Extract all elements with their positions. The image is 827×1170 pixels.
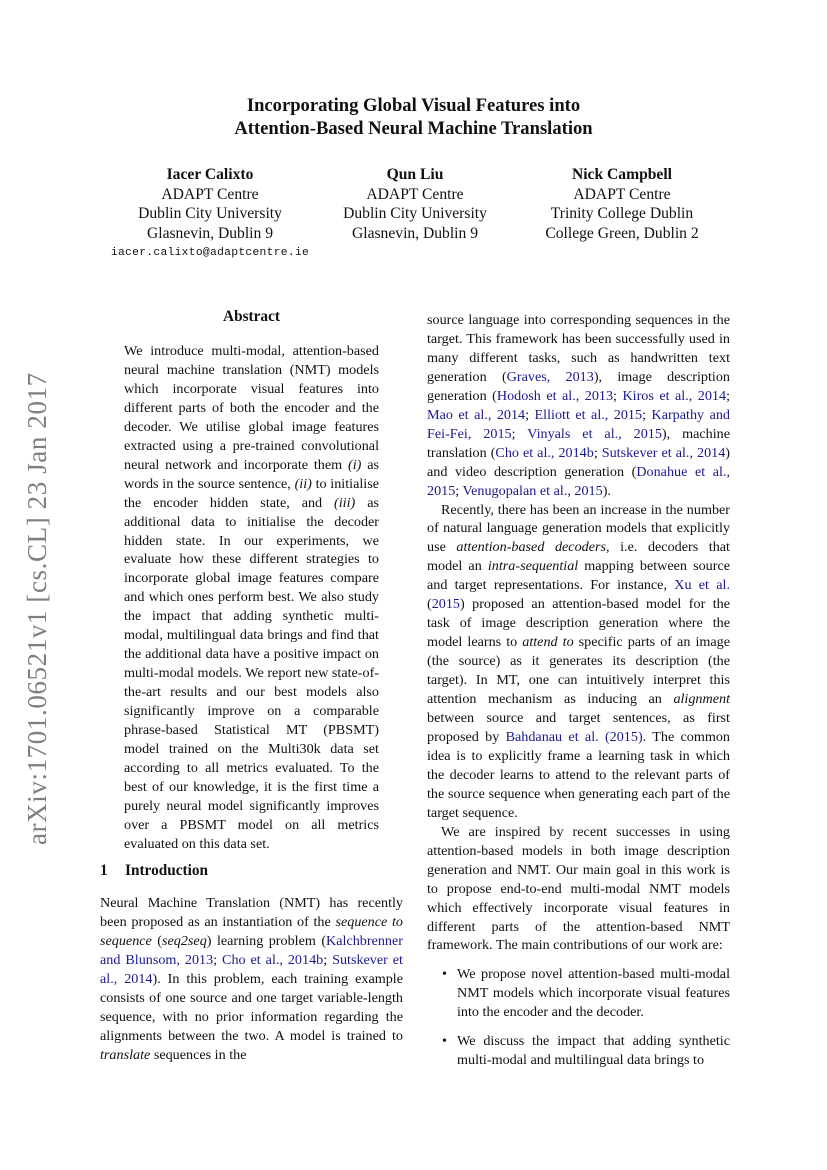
emphasis: attention-based decoders xyxy=(456,539,607,556)
author-affiliation: ADAPT Centre xyxy=(161,185,259,203)
author-institution: Trinity College Dublin xyxy=(550,205,694,223)
citation-link[interactable]: Karpathy and Fei-Fei, 2015 xyxy=(427,406,730,442)
text: ; xyxy=(511,425,528,442)
text: ), image description generation ( xyxy=(427,368,730,404)
author-email[interactable]: iacer.calixto@adaptcentre.ie xyxy=(110,247,310,260)
text: ) learning problem ( xyxy=(206,932,327,949)
citation-link[interactable]: 2015 xyxy=(431,596,460,613)
citation-link[interactable]: Vinyals et al., 2015 xyxy=(527,425,662,442)
text: , i.e. decoders that model an xyxy=(427,539,730,575)
list-item-text: We discuss the impact that adding synthetic multi-modal and multilingual data brings to xyxy=(457,1033,730,1069)
citation-link[interactable]: Mao et al., 2014 xyxy=(427,406,526,423)
abstract-enum-iii: (iii) xyxy=(334,494,356,511)
text: ; xyxy=(726,387,730,404)
text: ) and video description generation ( xyxy=(427,444,730,480)
author-address: Glasnevin, Dublin 9 xyxy=(146,224,274,242)
text: source language into corresponding sequences in the target. This framework has been successfully used in many different tasks, such as handwritten text generation ( xyxy=(427,312,730,385)
intro-paragraph-1 xyxy=(100,894,403,1065)
author-1 xyxy=(100,165,320,263)
section-title: Introduction xyxy=(125,862,209,879)
intro-paragraph-3: We are inspired by recent successes in using attention-based models in both image description generation and NMT. Our main goal in this work is to propose end-to-end multi-modal NMT models which effectively incorporate visual features in different parts of the attention-based NMT framework. The main contributions of our work are: xyxy=(427,823,730,954)
citation-link[interactable]: Xu et al. xyxy=(674,577,730,594)
text: . The common idea is to explicitly frame a learning task in which the decoder learns to attend to the relevant parts of the source sequence when generating each part of the target sequence. xyxy=(427,728,730,821)
author-2 xyxy=(320,165,510,243)
arxiv-stamp[interactable]: arXiv:1701.06521v1 [cs.CL] 23 Jan 2017 xyxy=(22,372,52,845)
citation-link[interactable]: Graves, 2013 xyxy=(506,368,594,385)
list-item xyxy=(427,965,730,1022)
text: ( xyxy=(151,932,162,949)
emphasis: seq2seq xyxy=(162,932,207,949)
paper-title xyxy=(0,95,827,140)
emphasis: alignment xyxy=(673,691,730,708)
author-institution: Dublin City University xyxy=(343,205,487,223)
abstract-text: to initialise the encoder hidden state, and xyxy=(124,475,379,511)
list-item-text: We propose novel attention-based multi-modal NMT models which incorporate visual features into the encoder and the decoder. xyxy=(457,966,730,1021)
right-column-body xyxy=(427,311,730,1080)
abstract-text: We introduce multi-modal, attention-based neural machine translation (NMT) models which incorporate visual features into different parts of both the encoder and the decoder. We utilise global image features extracted using a pre-trained convolutional neural network and incorporate them xyxy=(124,343,379,473)
author-name: Qun Liu xyxy=(386,166,444,183)
citation-link[interactable]: Cho et al., 2014b xyxy=(222,951,324,968)
text: ; xyxy=(593,444,602,461)
text: ; xyxy=(455,482,463,499)
author-3 xyxy=(522,165,722,243)
abstract-text: as words in the source sentence, xyxy=(124,456,379,492)
text: ; xyxy=(613,387,623,404)
citation-link[interactable]: Donahue et al., 2015 xyxy=(427,463,730,499)
title-line-1: Incorporating Global Visual Features into xyxy=(246,95,581,116)
citation-link[interactable]: Elliott et al., 2015 xyxy=(534,406,643,423)
text: ; xyxy=(642,406,652,423)
citation-link[interactable]: Bahdanau et al. (2015) xyxy=(505,728,643,745)
citation-link[interactable]: Sutskever et al., 2014 xyxy=(100,951,403,987)
abstract-body xyxy=(124,342,379,854)
text: Neural Machine Translation (NMT) has recently been proposed as an instantiation of the xyxy=(100,895,403,930)
author-affiliation: ADAPT Centre xyxy=(366,185,464,203)
text: mapping between source and target representations. For instance, xyxy=(427,558,730,594)
intro-paragraph-2 xyxy=(427,501,730,823)
citation-link[interactable]: Venugopalan et al., 2015 xyxy=(462,482,603,499)
section-heading-introduction xyxy=(100,862,208,880)
citation-link[interactable]: Hodosh et al., 2013 xyxy=(496,387,614,404)
emphasis: translate xyxy=(100,1046,151,1063)
text: ; xyxy=(323,951,333,968)
emphasis: attend to xyxy=(522,634,574,651)
intro-paragraph-1-continued xyxy=(427,311,730,501)
citation-link[interactable]: Sutskever et al., 2014 xyxy=(601,444,726,461)
citation-link[interactable]: Kalchbrenner and Blunsom, 2013 xyxy=(100,932,403,968)
author-affiliation: ADAPT Centre xyxy=(573,185,671,203)
contributions-list xyxy=(427,965,730,1070)
text: ; xyxy=(213,951,223,968)
section-number: 1 xyxy=(100,862,108,879)
title-line-2: Attention-Based Neural Machine Translation xyxy=(234,117,593,139)
bullet-icon: • xyxy=(442,966,447,983)
text: ) proposed an attention-based model for the task of image description generation where the model learns to xyxy=(427,596,730,651)
author-address: Glasnevin, Dublin 9 xyxy=(351,224,479,242)
author-name: Iacer Calixto xyxy=(166,166,254,183)
emphasis: intra-sequential xyxy=(487,558,579,575)
text: specific parts of an image (the source) as it generates its description (the target). In MT, one can intuitively interpret this attention mechanism as inducing an xyxy=(427,634,730,708)
text: Recently, there has been an increase in the number of natural language generation models that explicitly use xyxy=(427,501,730,556)
abstract-heading: Abstract xyxy=(223,308,280,325)
text: ; xyxy=(525,406,535,423)
citation-link[interactable]: Cho et al., 2014b xyxy=(495,444,594,461)
abstract-enum-ii: (ii) xyxy=(294,475,312,492)
author-name: Nick Campbell xyxy=(571,166,673,183)
text: sequences in the xyxy=(150,1046,247,1063)
author-address: College Green, Dublin 2 xyxy=(545,224,699,242)
bullet-icon: • xyxy=(442,1033,447,1050)
text: ). In this problem, each training example consists of one source and one target variable-length sequence, with no prior information regarding the alignments between the two. A model is trained to xyxy=(100,970,404,1044)
text: ), machine translation ( xyxy=(427,425,730,461)
abstract-enum-i: (i) xyxy=(348,456,362,473)
text: ( xyxy=(427,596,432,613)
left-column-body xyxy=(100,894,403,1065)
text: between source and target sentences, as first proposed by xyxy=(427,710,730,745)
text: ). xyxy=(602,482,611,499)
author-institution: Dublin City University xyxy=(138,205,282,223)
emphasis: sequence to sequence xyxy=(100,913,403,949)
list-item xyxy=(427,1032,730,1070)
citation-link[interactable]: Kiros et al., 2014 xyxy=(622,387,727,404)
abstract-text: as additional data to initialise the decoder hidden state. In our experiments, we evaluate how these different strategies to incorporate global image features compare and which ones perform best. We also study the impact that adding synthetic multi-modal, multilingual data brings and find that the additional data have a positive impact on multi-modal models. We report new state-of-the-art results and our best models also significantly improve on a comparable phrase-based Statistical MT (PBSMT) model trained on the Multi30k data set according to all metrics evaluated. To the best of our knowledge, it is the first time a purely neural model significantly improves over a PBSMT model on all metrics evaluated on this data set. xyxy=(124,494,379,852)
